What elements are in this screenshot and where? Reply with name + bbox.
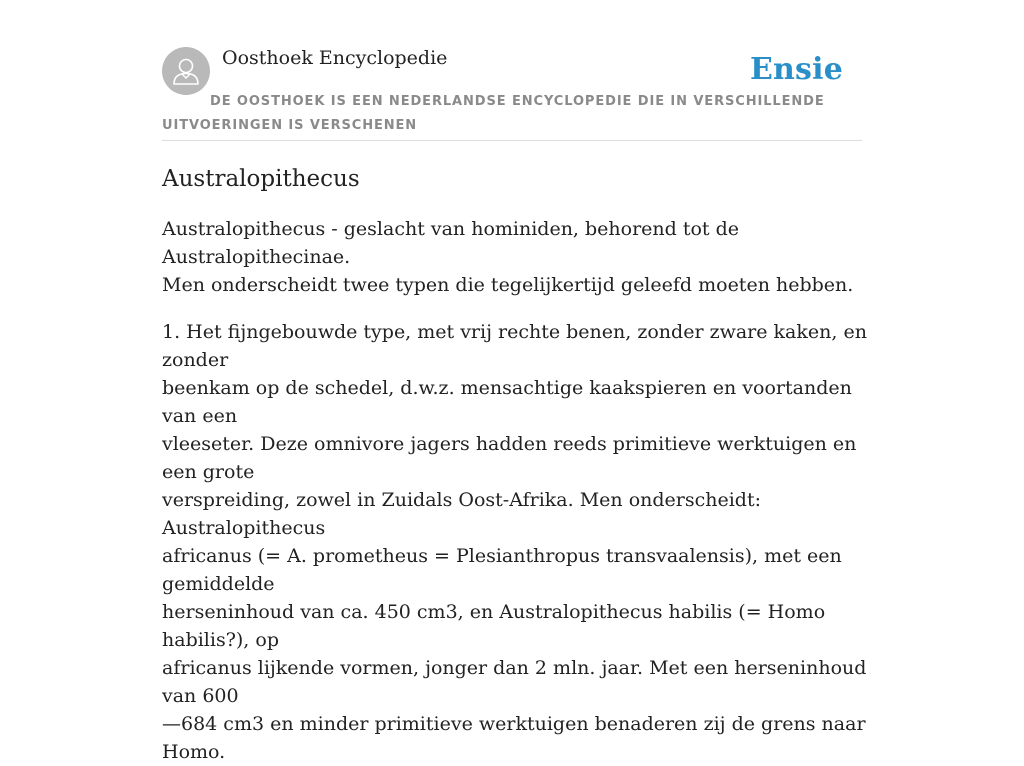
article-paragraph: Australopithecus - geslacht van hominiden, behorend tot de Australopithecinae. Men onderscheidt twee typen die tegelijkertijd geleefd moeten hebben. bbox=[162, 218, 854, 296]
publication-header bbox=[162, 46, 862, 141]
article-paragraph: 1. Het fijngebouwde type, met vrij rechte benen, zonder zware kaken, en zonder beenkam op de schedel, d.w.z. mensachtige kaakspieren en voortanden van een vleeseter. Deze omnivore jagers hadden reeds primitieve werktuigen en een grote verspreiding, zowel in Zuidals Oost-Afrika. Men onderscheidt: Australopithecus africanus (= A. prometheus = Plesianthropus transvaalensis), met een gemiddelde herseninhoud van ca. 450 cm3, en Australopithecus habilis (= Homo habilis?), op africanus lijkende vormen, jonger dan 2 mln. jaar. Met een herseninhoud van 600 —684 cm3 en minder primitieve werktuigen benaderen zij de grens naar Homo. bbox=[162, 321, 867, 763]
avatar[interactable] bbox=[162, 47, 210, 95]
article-title: Australopithecus bbox=[162, 166, 360, 192]
site-logo-link[interactable]: Ensie bbox=[749, 52, 843, 87]
publication-name-link[interactable]: Oosthoek Encyclopedie bbox=[222, 47, 448, 69]
article bbox=[162, 160, 874, 766]
user-silhouette-icon bbox=[162, 47, 210, 95]
publication-tagline: DE OOSTHOEK IS EEN NEDERLANDSE ENCYCLOPEDIE DIE IN VERSCHILLENDE UITVOERINGEN IS VERSCHENEN bbox=[162, 94, 825, 133]
